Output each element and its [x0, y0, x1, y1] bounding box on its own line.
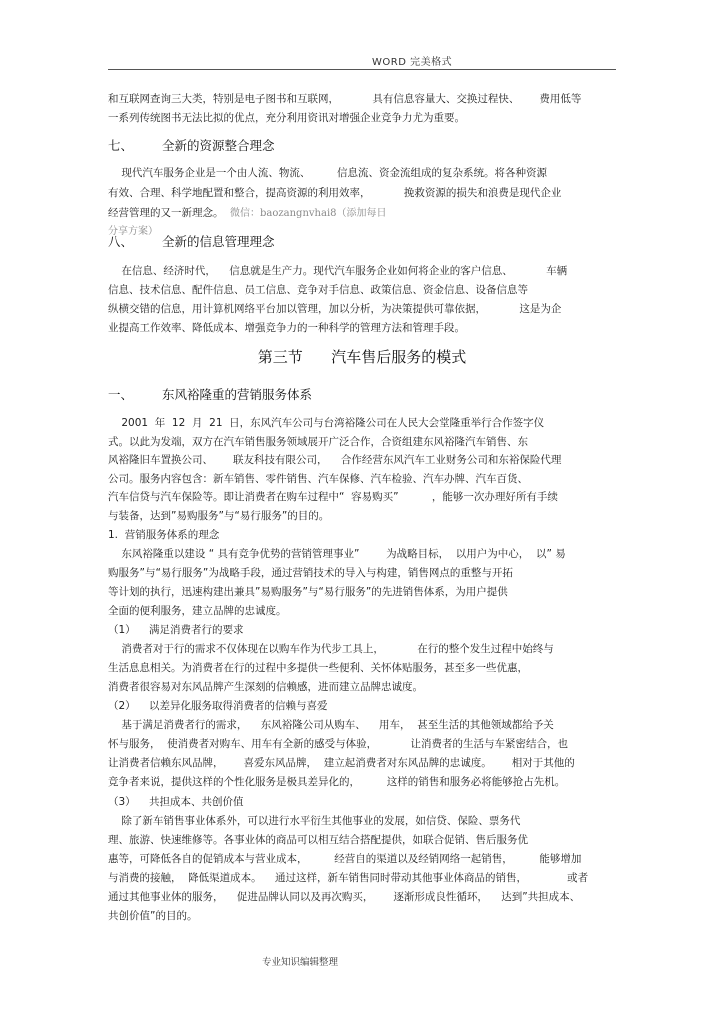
subsection-1-line: 东风裕隆重以建设 “ 具有竞争优势的营销管理事业” 为战略目标， 以用户为中心， 以” 易	[108, 548, 566, 560]
subheading-1: 1. 营销服务体系的理念	[108, 529, 220, 541]
section-7-line: 经营管理的又一新理念。	[108, 207, 224, 219]
section-1-title: 东风裕隆重的营销服务体系	[162, 387, 313, 402]
subsection-c-line: 惠等，可降低各自的促销成本与营业成本， 经营自的渠道以及经销网络一起销售， 能够增加	[108, 853, 582, 865]
subsection-c-line: 通过其他事业体的服务， 促进品牌认同以及再次购买， 逐渐形成良性循环， 达到”共担成本、	[108, 891, 581, 903]
intro-line: 一系列传统图书无法比拟的优点，充分利用资讯对增强企业竞争力尤为重要。	[108, 112, 465, 124]
intro-line: 和互联网查询三大类，特别是电子图书和互联网， 具有信息容量大、交换过程快、 费用低等	[108, 93, 582, 105]
subsection-a-line: 消费者很容易对东风品牌产生深刻的信赖感，进而建立品牌忠诚度。	[108, 681, 423, 693]
section-7-title: 全新的资源整合理念	[162, 138, 275, 153]
subsection-c-line: 理、旅游、快速维修等。各事业体的商品可以相互结合搭配提供，如联合促销、售后服务优	[108, 834, 528, 846]
page-header: WORD 完美格式	[372, 57, 453, 68]
section-1-line: 汽车信贷与汽车保险等。即让消费者在购车过程中“ 容易购买” ，能够一次办理好所有手续	[108, 491, 558, 503]
section-7-line: 现代汽车服务企业是一个由人流、物流、 信息流、资金流组成的复杂系统。将各种资源	[108, 167, 548, 179]
subsection-b-line: 竞争者来说，提供这样的个性化服务是极具差异化的， 这样的销售和服务必将能够抢占先机。	[108, 776, 566, 788]
subheading-b: （2） 以差异化服务取得消费者的信赖与喜爱	[108, 700, 328, 712]
section-8-title: 全新的信息管理理念	[162, 234, 275, 249]
subsection-1-line: 购服务”与“易行服务”为战略手段，通过营销技术的导入与构建，销售网点的重整与开拓	[108, 567, 513, 579]
subsection-b-line: 怀与服务， 使消费者对购车、用车有全新的感受与体验， 让消费者的生活与车紧密结合，也	[108, 738, 569, 750]
subsection-a-line: 消费者对于行的需求不仅体现在以购车作为代步工具上， 在行的整个发生过程中始终与	[108, 643, 554, 655]
section-7-line: 有效、合理、科学地配置和整合，提高资源的利用效率， 挽救资源的损失和浪费是现代企业	[108, 187, 562, 199]
subsection-1-line: 等计划的执行，迅速构建出兼具”易购服务”与“易行服务”的先进销售体系，为用户提供	[108, 586, 508, 598]
section-1-line: 风裕隆旧车置换公司、 联友科技有限公司， 合作经营东风汽车工业财务公司和东裕保险代理	[108, 454, 562, 466]
section-8-number: 八、	[108, 234, 134, 249]
chapter-title: 第三节 汽车售后服务的模式	[257, 348, 467, 366]
subsection-b-line: 让消费者信赖东风品牌， 喜爱东风品牌， 建立起消费者对东风品牌的忠诚度。 相对于其他的	[108, 757, 575, 769]
section-1-line: 2001 年 12 月 21 日，东风汽车公司与台湾裕隆公司在人民大会堂隆重举行合作签字仪	[108, 417, 545, 429]
section-1-line: 公司。服务内容包含：新车销售、零件销售、汽车保修、汽车检验、汽车办牌、汽车百货、	[108, 473, 528, 485]
watermark-line: 分享方案）	[108, 226, 158, 237]
subheading-a: （1） 满足消费者行的要求	[108, 624, 244, 636]
section-1-number: 一、	[108, 387, 134, 402]
subheading-c: （3） 共担成本、共创价值	[108, 796, 244, 808]
header-rule	[108, 69, 616, 70]
section-8-line: 业提高工作效率、降低成本、增强竞争力的一种科学的管理方法和管理手段。	[108, 322, 465, 334]
subsection-a-line: 生活息息相关。为消费者在行的过程中多提供一些便利、关怀体贴服务，甚至多一些优惠，	[108, 662, 528, 674]
subsection-1-line: 全面的便利服务，建立品牌的忠诚度。	[108, 605, 287, 617]
subsection-b-line: 基于满足消费者行的需求， 东风裕隆公司从购车、 用车， 甚至生活的其他领域都给予关	[108, 719, 554, 731]
subsection-c-line: 除了新车销售事业体系外，可以进行水平衍生其他事业的发展，如信贷、保险、票务代	[108, 815, 521, 827]
section-1-line: 式。以此为发端，双方在汽车销售服务领域展开广泛合作，合资组建东风裕隆汽车销售、东	[108, 436, 528, 448]
section-1-line: 与装备，达到”易购服务”与“易行服务”的目的。	[108, 510, 330, 522]
section-7-number: 七、	[108, 138, 134, 153]
section-8-line: 信息、技术信息、配件信息、员工信息、竞争对手信息、政策信息、资金信息、设备信息等	[108, 284, 528, 296]
section-8-line: 纵横交错的信息，用计算机网络平台加以管理，加以分析，为决策提供可靠依据， 这是为企	[108, 303, 562, 315]
subsection-c-line: 与消费的接触， 降低渠道成本。 通过这样，新车销售同时带动其他事业体商品的销售， 或者	[108, 872, 589, 884]
subsection-c-line: 共创价值”的目的。	[108, 910, 198, 922]
watermark-line: 微信：baozangnvhai8（添加每日	[230, 208, 387, 219]
section-8-line: 在信息、经济时代， 信息就是生产力。现代汽车服务企业如何将企业的客户信息、 车辆	[108, 265, 568, 277]
page-footer: 专业知识编辑整理	[262, 957, 339, 968]
